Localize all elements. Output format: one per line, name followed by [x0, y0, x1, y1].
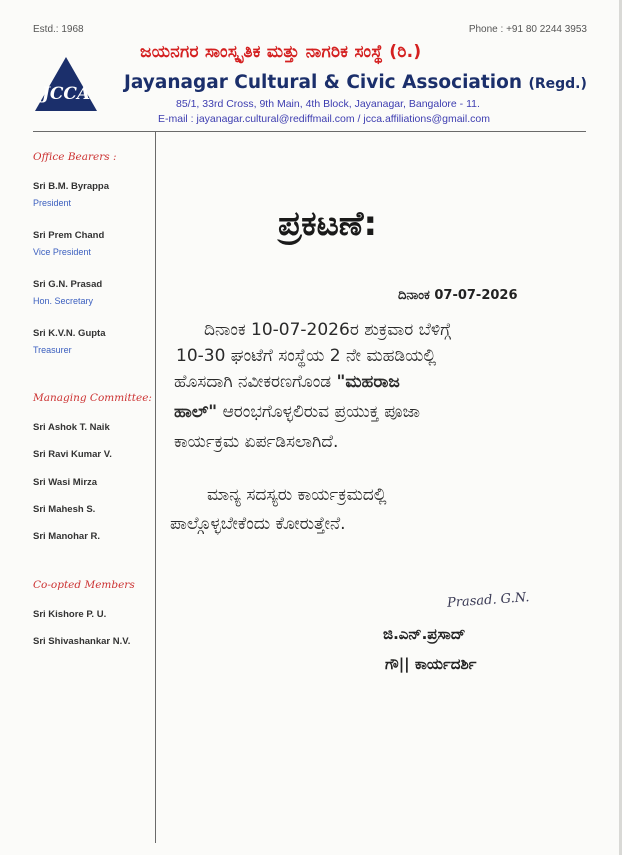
- committee-member: Sri Ashok T. Naik: [33, 422, 110, 433]
- handwritten-signature: Prasad. G.N.: [446, 590, 530, 611]
- notice-date: ದಿನಾಂಕ 07-07-2026: [398, 288, 518, 303]
- org-address: 85/1, 33rd Cross, 9th Main, 4th Block, Jayanagar, Bangalore - 11.: [176, 98, 480, 110]
- org-regd: (Regd.): [528, 76, 587, 92]
- org-name-kannada: ಜಯನಗರ ಸಾಂಸ್ಕೃತಿಕ ಮತ್ತು ನಾಗರಿಕ ಸಂಸ್ಥೆ (ರಿ.): [140, 42, 422, 62]
- notice-line: ಮಾನ್ಯ ಸದಸ್ಯರು ಕಾರ್ಯಕ್ರಮದಲ್ಲಿ: [207, 485, 387, 505]
- notice-line: [174, 372, 400, 392]
- committee-member: Sri Manohar R.: [33, 531, 101, 542]
- committee-member: Sri Ravi Kumar V.: [33, 449, 112, 460]
- coopted-member: Sri Shivashankar N.V.: [33, 636, 131, 647]
- established-year: Estd.: 1968: [33, 24, 84, 35]
- office-bearer-name: Sri G.N. Prasad: [33, 279, 103, 290]
- office-bearer-name: Sri B.M. Byrappa: [33, 181, 110, 192]
- org-name-english: [124, 72, 587, 93]
- signatory-name: ಜಿ.ಎನ್.ಪ್ರಸಾದ್: [383, 625, 466, 643]
- notice-line: ಕಾರ್ಯಕ್ರಮ ಏರ್ಪಡಿಸಲಾಗಿದೆ.: [174, 432, 339, 452]
- phone-number: Phone : +91 80 2244 3953: [468, 24, 587, 35]
- svg-text:JCCA: JCCA: [41, 84, 91, 104]
- notice-line: ಪಾಲ್ಗೊಳ್ಳಬೇಕೆಂದು ಕೋರುತ್ತೇನೆ.: [170, 514, 346, 534]
- signatory-role: ಗೌ|| ಕಾರ್ಯದರ್ಶಿ: [385, 655, 477, 673]
- notice-line: ದಿನಾಂಕ 10-07-2026ರ ಶುಕ್ರವಾರ ಬೆಳಿಗ್ಗೆ: [204, 320, 452, 340]
- notice-line: [174, 402, 420, 422]
- office-bearer-role: Vice President: [33, 247, 91, 257]
- office-bearer-name: Sri Prem Chand: [33, 230, 105, 241]
- office-bearer-role: Treasurer: [33, 345, 72, 355]
- office-bearer-role: President: [33, 198, 72, 208]
- hall-name: "ಮಹರಾಜ: [336, 372, 400, 392]
- sidebar-divider: [155, 131, 156, 843]
- header-divider: [33, 131, 586, 132]
- coopted-members-heading: Co-opted Members: [33, 579, 135, 591]
- org-email: E-mail : jayanagar.cultural@rediffmail.com / jcca.affiliations@gmail.com: [158, 113, 490, 125]
- committee-member: Sri Wasi Mirza: [33, 477, 98, 488]
- notice-text: ಹೊಸದಾಗಿ ನವೀಕರಣಗೊಂಡ: [174, 372, 332, 392]
- committee-member: Sri Mahesh S.: [33, 504, 96, 515]
- managing-committee-heading: Managing Committee:: [33, 392, 152, 404]
- office-bearers-heading: Office Bearers :: [33, 151, 117, 163]
- jcca-logo-icon: [33, 55, 99, 113]
- office-bearer-role: Hon. Secretary: [33, 296, 94, 306]
- office-bearer-name: Sri K.V.N. Gupta: [33, 328, 106, 339]
- notice-text: ಆರಂಭಗೊಳ್ಳಲಿರುವ ಪ್ರಯುಕ್ತ ಪೂಜಾ: [222, 402, 420, 422]
- org-name-english-text: Jayanagar Cultural & Civic Association: [124, 72, 522, 93]
- notice-title: ಪ್ರಕಟಣೆ:: [278, 204, 378, 244]
- coopted-member: Sri Kishore P. U.: [33, 609, 107, 620]
- notice-line: 10-30 ಘಂಟೆಗೆ ಸಂಸ್ಥೆಯ 2 ನೇ ಮಹಡಿಯಲ್ಲಿ: [176, 346, 437, 366]
- hall-name: ಹಾಲ್": [174, 402, 218, 422]
